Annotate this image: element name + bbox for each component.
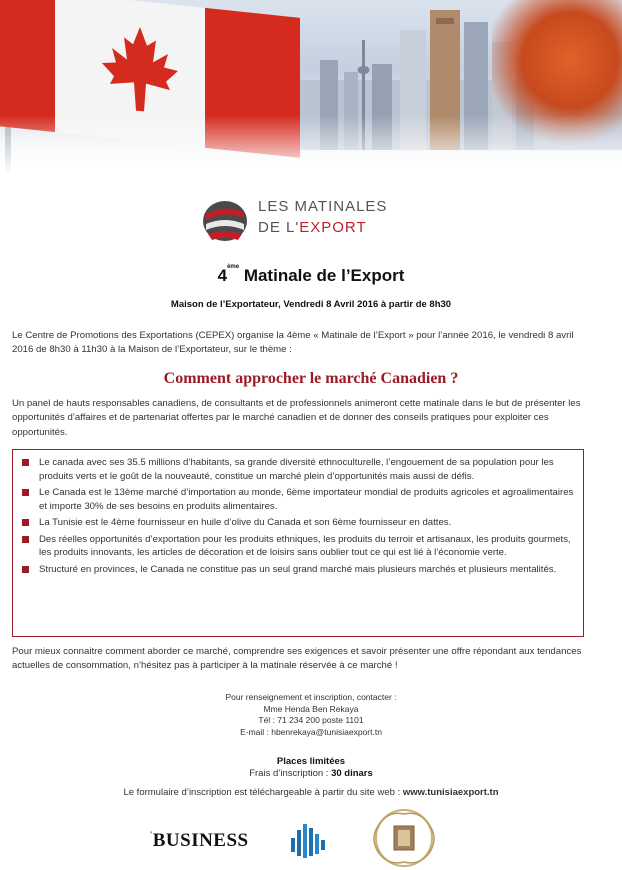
title-superscript: ème <box>227 264 240 270</box>
bullet-square-icon <box>22 459 29 466</box>
logo-text-line1: LES MATINALES <box>258 198 388 215</box>
list-item <box>21 516 575 530</box>
contact-heading: Pour renseignement et inscription, contacter : <box>225 692 397 702</box>
bullet-text: La Tunisie est le 4ème fournisseur en huile d’olive du Canada et son 6ème fournisseur en dattes. <box>39 517 452 528</box>
closing-paragraph: Pour mieux connaitre comment aborder ce marché, comprendre ses exigences et savoir présenter une offre répondant aux tendances actuelles de consommation, n’hésitez pas à participer à la matinale réservée à ce marché ! <box>12 646 582 672</box>
business-sponsor-logo <box>150 830 249 852</box>
list-item <box>21 486 575 513</box>
swirl-logo-icon <box>200 196 250 246</box>
list-item <box>21 533 575 560</box>
download-text: Le formulaire d’inscription est téléchargeable à partir du site web : <box>123 787 401 798</box>
bullet-square-icon <box>22 566 29 573</box>
bullet-text: Le Canada est le 13ème marché d’importation au monde, 6ème importateur mondial de produits agricoles et agroalimentaires et importe 30% de ses besoins en produits alimentaires. <box>39 487 574 512</box>
logo-text-prefix: DE L' <box>258 219 300 236</box>
bullet-square-icon <box>22 519 29 526</box>
fee-value: 30 dinars <box>331 767 373 779</box>
contact-phone: Tél : 71 234 200 poste 1101 <box>258 715 364 725</box>
download-notice <box>0 787 622 799</box>
contact-email[interactable]: E-mail : hbenrekaya@tunisiaexport.tn <box>240 726 382 737</box>
contact-name: Mme Henda Ben Rekaya <box>263 703 359 714</box>
website-link[interactable]: www.tunisiaexport.tn <box>402 787 499 798</box>
key-facts-list <box>13 450 583 576</box>
business-logo-text: BUSINESS <box>152 830 249 851</box>
fee-label: Frais d’inscription : <box>249 767 329 779</box>
ornamental-seal-logo-icon <box>368 806 440 870</box>
registration-info <box>0 756 622 779</box>
bullet-text: Structuré en provinces, le Canada ne constitue pas un seul grand marché mais plusieurs marchés et plusieurs mentalités. <box>39 563 557 575</box>
places-limited: Places limitées <box>276 756 346 767</box>
radio-bars-logo-icon <box>289 820 329 862</box>
contact-block <box>0 692 622 738</box>
key-facts-box <box>12 449 584 637</box>
page-title <box>0 266 622 286</box>
list-item <box>21 456 575 483</box>
logo-text-line2 <box>258 219 367 236</box>
theme-headline: Comment approcher le marché Canadien ? <box>163 370 459 387</box>
list-item <box>21 563 575 577</box>
logo-text-export: EXPORT <box>299 219 367 236</box>
title-number: 4 <box>217 266 228 285</box>
business-logo-mark: ' <box>150 830 153 839</box>
maple-leaf-icon <box>100 21 180 119</box>
header-banner <box>0 0 622 175</box>
bullet-square-icon <box>22 489 29 496</box>
panel-paragraph: Un panel de hauts responsables canadiens, de consultants et de professionnels animeront cette matinale dans le but de présenter les opportunités d’affaires et de partenariat offertes par le marché canadien et de donner des conseils pratiques pour exploiter ces opportunités. <box>12 398 581 438</box>
bullet-text: Des réelles opportunités d’exportation pour les produits ethniques, les produits du terroir et artisanaux, les produits gourmets, les produits innovants, les articles de décoration et de loisirs sans oublier tout ce qui est lié à l’économie verte. <box>39 533 571 558</box>
bullet-square-icon <box>22 536 29 543</box>
matinales-logo <box>200 196 400 248</box>
bullet-text: Le canada avec ses 35.5 millions d’habitants, sa grande diversité ethnoculturelle, l’engouement de sa population pour les produits verts et le goût de la nouveauté, constitue un marché plein d’opportunités mais aussi de défis. <box>39 457 554 482</box>
title-text: Matinale de l’Export <box>243 266 405 285</box>
event-subtitle: Maison de l’Exportateur, Vendredi 8 Avril 2016 à partir de 8h30 <box>170 299 452 310</box>
intro-paragraph: Le Centre de Promotions des Exportations (CEPEX) organise la 4ème « Matinale de l’Export » pour l’année 2016, le vendredi 8 avril 2016 de 8h30 à 11h30 à la Maison de l’Exportateur, sur le thème : <box>12 330 574 356</box>
